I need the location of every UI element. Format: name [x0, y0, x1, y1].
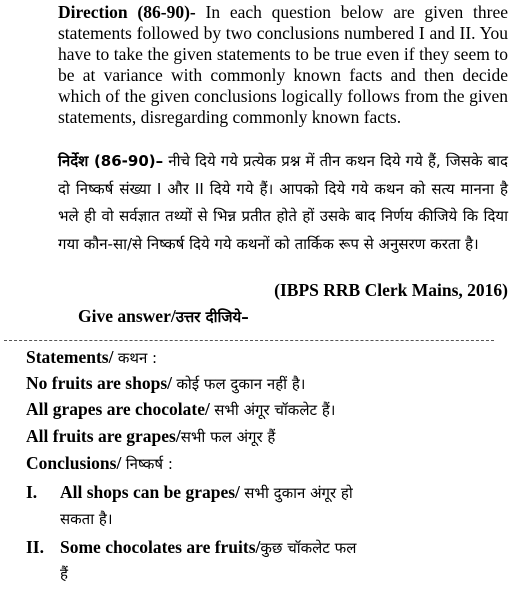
conclusion-1-hi-cont: सकता है। — [60, 510, 113, 528]
statement-2 — [26, 399, 335, 420]
statement-3 — [26, 426, 275, 447]
conclusion-1-number: I. — [26, 482, 38, 502]
conclusion-2-hi: कुछ चॉकलेट फल — [260, 539, 357, 557]
direction-label: Direction (86-90)- — [58, 2, 196, 22]
statements-heading-en: Statements/ — [26, 347, 118, 367]
give-answer-hi: उत्तर दीजिये– — [175, 308, 249, 326]
statement-3-en: All fruits are grapes/ — [26, 426, 181, 446]
statement-2-hi: सभी अंगूर चॉकलेट हैं। — [214, 401, 336, 419]
statements-heading — [26, 347, 157, 368]
conclusions-heading-en: Conclusions/ — [26, 453, 126, 473]
statement-2-en: All grapes are chocolate/ — [26, 399, 215, 419]
conclusions-heading-hi: निष्कर्ष : — [125, 455, 173, 473]
conclusion-1-hi: सभी दुकान अंगूर हो — [244, 484, 353, 502]
hindi-direction-text: नीचे दिये गये प्रत्येक प्रश्न में तीन कथन दिये गये हैं, जिसके बाद दो निष्कर्ष संख्या I और II दिये गये हैं। आपको दिये गये कथन को सत्य मानना है भले ही वो सर्वज्ञात तथ्यों से भिन्न प्रतीत होते हों उसके बाद निर्णय कीजिये कि दिया गया कौन-सा/से निष्कर्ष दिये गये कथनों को तार्किक रूप से अनुसरण करता है। — [58, 152, 508, 253]
conclusion-2-en: Some chocolates are fruits/ — [60, 537, 261, 557]
divider — [4, 340, 494, 341]
direction-paragraph — [22, 2, 508, 128]
statement-1 — [26, 373, 306, 394]
conclusion-2 — [26, 537, 496, 589]
source-citation: (IBPS RRB Clerk Mains, 2016) — [274, 280, 508, 300]
hindi-direction-label: निर्देश (86-90)– — [58, 152, 164, 170]
conclusion-2-hi-cont: हैं — [60, 565, 68, 583]
direction-text: In each question below are given three statements followed by two conclusions numbered I and II. You have to take the given statements to be true even if they seem to be at variance with commonly known facts and then decide which of the given conclusions logically follows from the given statements, disregarding commonly known facts. — [58, 2, 508, 127]
statements-heading-hi: कथन : — [117, 349, 158, 367]
statement-3-hi: सभी फल अंगूर हैं — [180, 428, 276, 446]
hindi-direction-paragraph — [22, 148, 508, 258]
give-answer-line — [78, 306, 249, 327]
statement-1-en: No fruits are shops/ — [26, 373, 177, 393]
conclusions-heading — [26, 453, 173, 474]
conclusion-2-number: II. — [26, 537, 44, 557]
give-answer-en: Give answer/ — [78, 306, 176, 326]
conclusion-1-en: All shops can be grapes/ — [60, 482, 245, 502]
statement-1-hi: कोई फल दुकान नहीं है। — [176, 375, 306, 393]
conclusion-1 — [26, 482, 496, 534]
